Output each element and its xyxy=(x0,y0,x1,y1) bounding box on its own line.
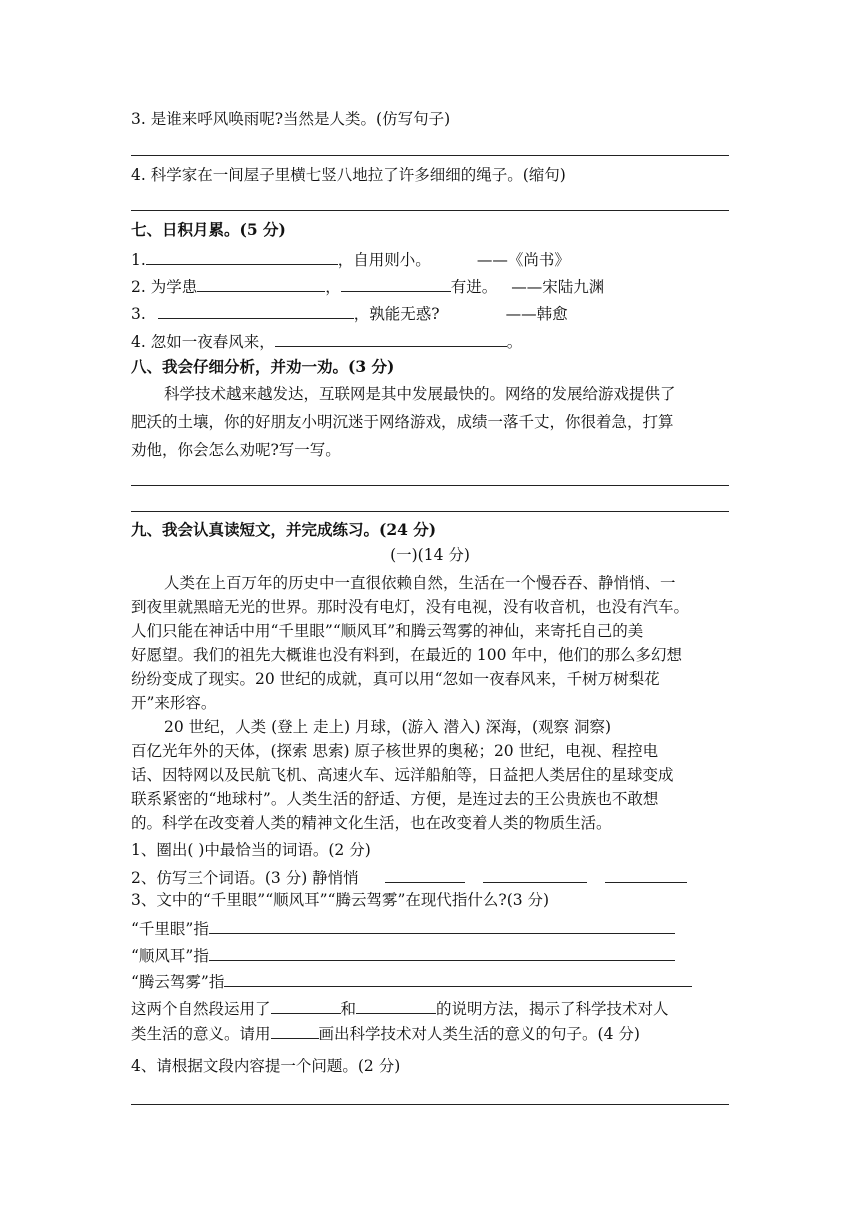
article-p1-line-3: 人们只能在神话中用“千里眼”“顺风耳”和腾云驾雾的神仙，来寄托自己的美 xyxy=(131,622,644,640)
blank-4[interactable] xyxy=(275,330,507,347)
sec9-q3d-a: 这两个自然段运用了 xyxy=(131,1000,271,1018)
sec7-l4-end: 。 xyxy=(506,333,523,351)
question-4-shorten: 4. 科学家在一间屋子里横七竖八地拉了许多细细的绳子。(缩句) xyxy=(131,166,566,184)
sec9-q2-text: 2、仿写三个词语。(3 分) 静悄悄 xyxy=(131,869,359,887)
article-p1-line-4: 好愿望。我们的祖先大概谁也没有料到，在最近的 100 年中，他们的那么多幻想 xyxy=(131,646,682,664)
article-p2-line-5: 的。科学在改变着人类的精神文化生活，也在改变着人类的物质生活。 xyxy=(131,814,612,832)
sec9-question-4: 4、请根据文段内容提一个问题。(2 分) xyxy=(131,1057,401,1075)
sec7-l2-b: 有进。 xyxy=(450,278,498,296)
sec9-q3e-a: 类生活的意义。请用 xyxy=(131,1025,271,1043)
question-3-imitate: 3. 是谁来呼风唤雨呢?当然是人类。(仿写句子) xyxy=(131,110,451,128)
article-p2-line-3: 话、因特网以及民航飞机、高速火车、远洋船舶等，日益把人类居住的星球变成 xyxy=(131,766,674,784)
sec9-q3d-b: 和 xyxy=(340,1000,357,1018)
blank-method-2[interactable] xyxy=(356,997,436,1014)
sec7-line-2 xyxy=(131,275,604,297)
answer-line-q3[interactable] xyxy=(131,155,729,156)
answer-line-sec8-1[interactable] xyxy=(131,485,729,486)
article-p1-line-2: 到夜里就黑暗无光的世界。那时没有电灯，没有电视，没有收音机，也没有汽车。 xyxy=(131,598,690,616)
blank-word-1[interactable] xyxy=(385,866,465,883)
sec9-question-2 xyxy=(131,866,687,888)
sec9-q3-methods xyxy=(131,997,669,1019)
sec8-para-1: 科学技术越来越发达，互联网是其中发展最快的。网络的发展给游戏提供了 xyxy=(164,385,676,403)
sec7-l1-source: ——《尚书》 xyxy=(476,251,570,269)
sec9-q3c-label: “腾云驾雾”指 xyxy=(131,973,225,991)
sec7-l1-mid: ，自用则小。 xyxy=(337,251,431,269)
answer-line-sec8-2[interactable] xyxy=(131,511,729,512)
section-9-title: 九、我会认真读短文，并完成练习。(24 分) xyxy=(131,520,437,539)
sec7-l3-num: 3. xyxy=(131,305,146,323)
sec7-line-1 xyxy=(131,248,570,270)
blank-1[interactable] xyxy=(146,248,338,265)
blank-qianliyan[interactable] xyxy=(209,917,675,934)
blank-word-2[interactable] xyxy=(483,866,587,883)
article-p2-line-2: 百亿光年外的天体，(探索 思索) 原子核世界的奥秘；20 世纪，电视、程控电 xyxy=(131,742,659,760)
sec9-subtitle: (一)(14 分) xyxy=(390,546,470,564)
sec7-l3-mid: ，孰能无惑? xyxy=(353,305,440,323)
blank-2b[interactable] xyxy=(341,275,451,292)
sec9-q3-qianliyan xyxy=(131,917,675,939)
blank-method-1[interactable] xyxy=(271,997,341,1014)
article-p1-line-6: 开”来形容。 xyxy=(131,694,217,712)
sec7-l2-comma: ， xyxy=(325,278,341,296)
blank-shunfenger[interactable] xyxy=(209,944,675,961)
answer-line-q4[interactable] xyxy=(131,210,729,211)
sec7-l1-num: 1. xyxy=(131,251,146,269)
sec9-q3e-b: 画出科学技术对人类生活的意义的句子。(4 分) xyxy=(318,1025,640,1043)
sec9-q3a-label: “千里眼”指 xyxy=(131,920,209,938)
answer-line-sec9-q4[interactable] xyxy=(131,1104,729,1105)
sec7-l4-a: 4. 忽如一夜春风来， xyxy=(131,333,275,351)
sec8-para-2: 肥沃的土壤，你的好朋友小明沉迷于网络游戏，成绩一落千丈，你很着急，打算 xyxy=(131,413,674,431)
sec7-line-3 xyxy=(131,302,568,324)
sec9-q3b-label: “顺风耳”指 xyxy=(131,947,209,965)
sec7-l2-source: ——宋陆九渊 xyxy=(511,278,605,296)
article-p1-line-1: 人类在上百万年的历史中一直很依赖自然，生活在一个慢吞吞、静悄悄、一 xyxy=(164,574,676,592)
sec9-question-1: 1、圈出( )中最恰当的词语。(2 分) xyxy=(131,841,371,859)
sec9-question-3: 3、文中的“千里眼”“顺风耳”“腾云驾雾”在现代指什么?(3 分) xyxy=(131,891,550,909)
article-p1-line-5: 纷纷变成了现实。20 世纪的成就，真可以用“忽如一夜春风来，千树万树梨花 xyxy=(131,670,660,688)
sec7-line-4 xyxy=(131,330,522,352)
blank-3[interactable] xyxy=(158,302,354,319)
sec9-q3-tengyun xyxy=(131,970,692,992)
sec9-q3-shunfenger xyxy=(131,944,675,966)
sec7-l3-source: ——韩愈 xyxy=(505,305,568,323)
article-p2-line-1: 20 世纪，人类 (登上 走上) 月球，(游入 潜入) 深海，(观察 洞察) xyxy=(164,718,611,736)
blank-tengyun[interactable] xyxy=(224,970,692,987)
article-p2-line-4: 联系紧密的“地球村”。人类生活的舒适、方便，是连过去的王公贵族也不敢想 xyxy=(131,790,659,808)
section-8-title: 八、我会仔细分析，并劝一劝。(3 分) xyxy=(131,357,395,376)
sec8-para-3: 劝他，你会怎么劝呢?写一写。 xyxy=(131,441,341,459)
underline-sample xyxy=(271,1022,319,1039)
sec9-q3-underline xyxy=(131,1022,640,1044)
section-7-title: 七、日积月累。(5 分) xyxy=(131,220,286,239)
blank-2a[interactable] xyxy=(197,275,325,292)
sec9-q3d-c: 的说明方法，揭示了科学技术对人 xyxy=(436,1000,669,1018)
sec7-l2-a: 2. 为学患 xyxy=(131,278,198,296)
blank-word-3[interactable] xyxy=(605,866,687,883)
